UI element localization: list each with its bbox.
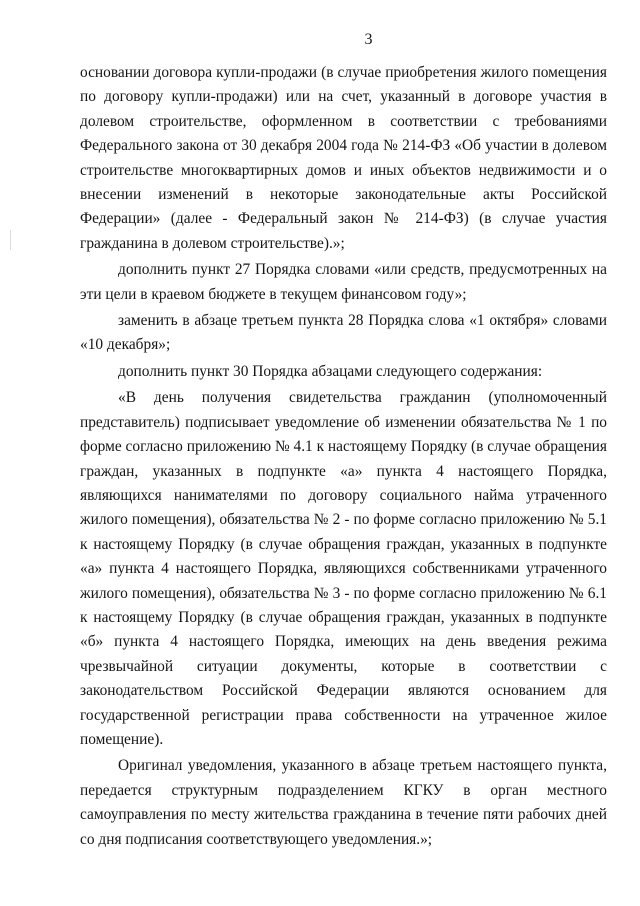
paragraph-amendment-28: заменить в абзаце третьем пункта 28 Порядка слова «1 октября» словами «10 декабря»;	[80, 312, 607, 354]
paragraph-amendment-30: дополнить пункт 30 Порядка абзацами следующего содержания:	[118, 362, 543, 380]
paragraph-amendment-27: дополнить пункт 27 Порядка словами «или средств, предусмотренных на эти цели в краевом бюджете в текущем финансовом году»;	[80, 261, 607, 303]
paragraph-notification: «В день получения свидетельства гражданин (уполномоченный представитель) подписывает уведомление об изменении обязательства № 1 по форме согласно приложению № 4.1 к настоящему Порядку (в случае обращения граждан, указанных в подпункте «а» пункта 4 настоящего Порядка, являющихся нанимателями по договору социального найма утраченного жилого помещения), обязательства № 2 - по форме согласно приложению № 5.1 к настоящему Порядку (в случае обращения граждан, указанных в подпункте «а» пункта 4 настоящего Порядка, являющихся собственниками утраченного жилого помещения), обязательства № 3 - по форме согласно приложению № 6.1 к настоящему Порядку (в случае обращения граждан, указанных в подпункте «б» пункта 4 настоящего Порядка, имеющих на день введения режима чрезвычайной ситуации документы, которые в соответствии с законодательством Российской Федерации являются основанием для государственной регистрации права собственности на утраченное жилое помещение).	[80, 389, 607, 748]
scan-artifact	[10, 230, 11, 250]
paragraph-original-notice: Оригинал уведомления, указанного в абзаце третьем настоящего пункта, передается структурным подразделением КГКУ в орган местного самоуправления по месту жительства гражданина в течение пяти рабочих дней со дня подписания соответствующего уведомления.»;	[80, 757, 607, 848]
document-body	[80, 61, 607, 852]
page-number: 3	[364, 31, 373, 48]
paragraph-continuation: основании договора купли-продажи (в случае приобретения жилого помещения по договору купли-продажи) или на счет, указанный в договоре участия в долевом строительстве, оформленном в соответствии с требованиями Федерального закона от 30 декабря 2004 года № 214-ФЗ «Об участии в долевом строительстве многоквартирных домов и иных объектов недвижимости и о внесении изменений в некоторые законодательные акты Российской Федерации» (далее - Федеральный закон № 214-ФЗ) (в случае участия гражданина в долевом строительстве).»;	[80, 64, 607, 252]
